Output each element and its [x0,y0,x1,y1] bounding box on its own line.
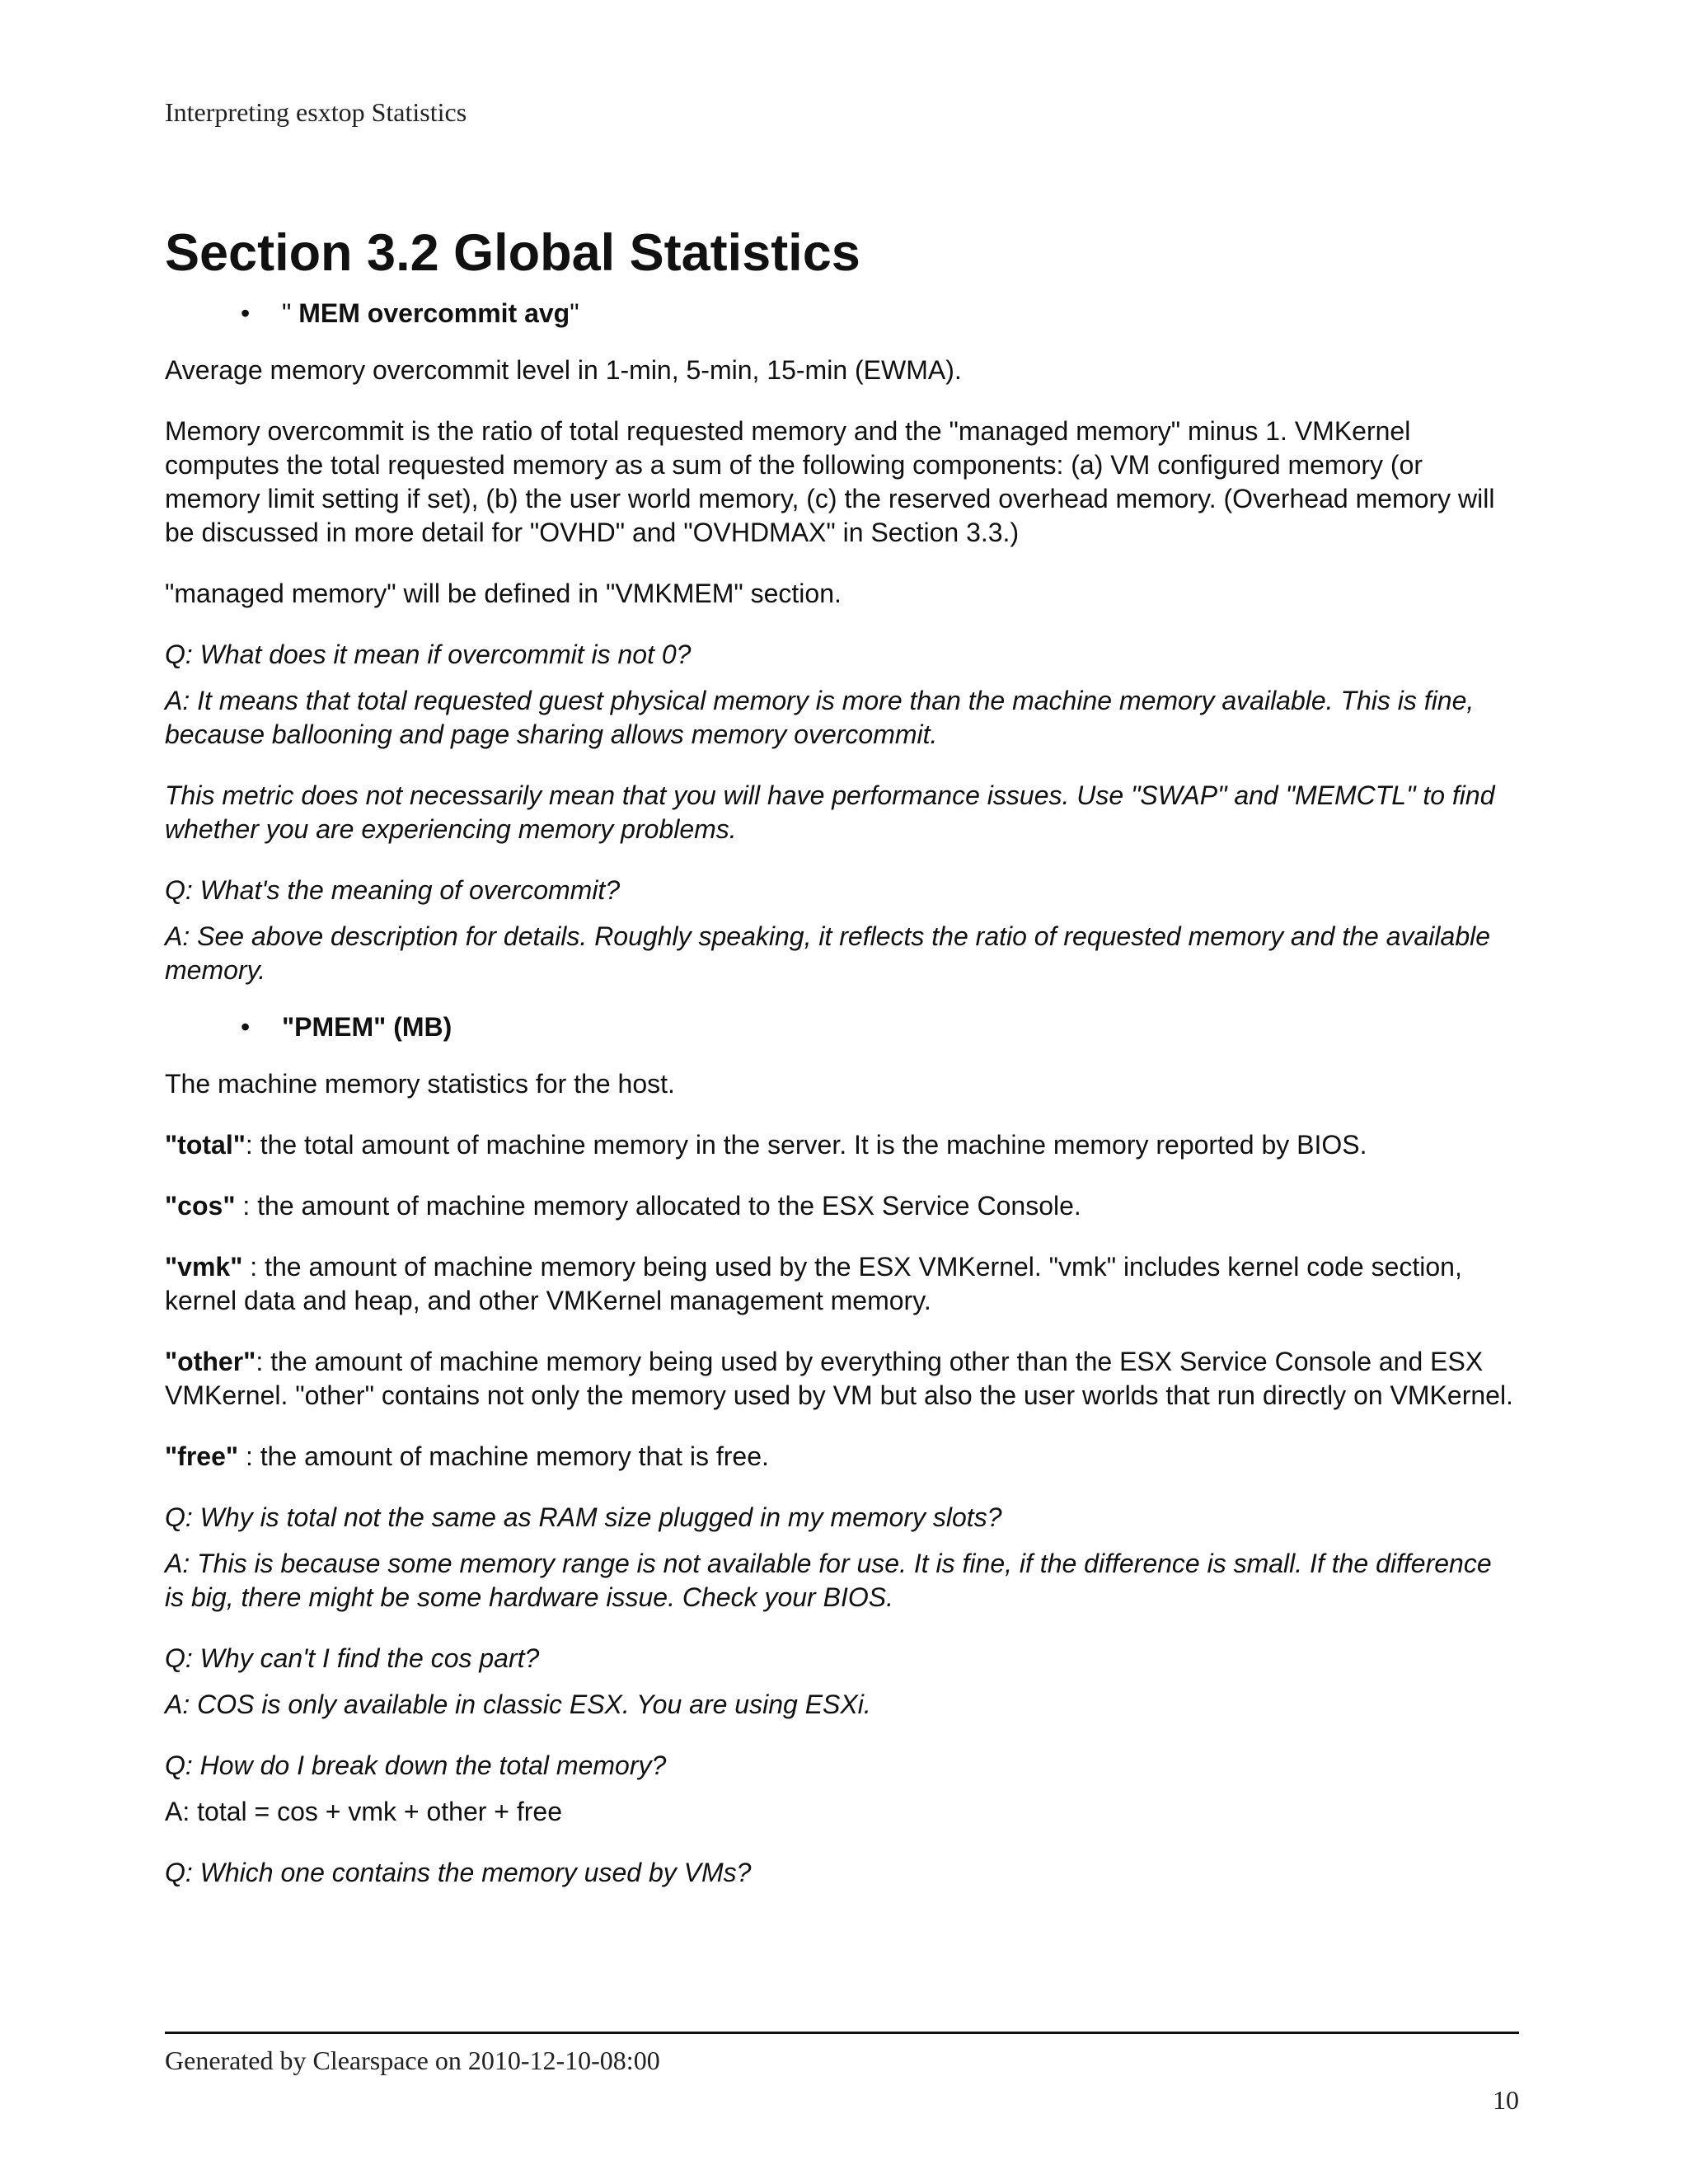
pmem-summary: The machine memory statistics for the host. [165,1069,675,1099]
term-vmk: "vmk" [165,1252,243,1282]
faq-question: Q: Why can't I find the cos part? [165,1643,540,1673]
pmem-vmk-definition [165,1250,1517,1318]
bullet-label [282,297,579,330]
bullet-dot-icon: • [241,1012,251,1042]
quote-open: " [282,298,299,328]
footer-divider [165,2032,1519,2034]
faq-question: Q: Which one contains the memory used by VMs? [165,1858,752,1887]
pmem-other-definition [165,1345,1517,1413]
faq-question: Q: Why is total not the same as RAM size plugged in my memory slots? [165,1502,1002,1532]
bullet-label: "PMEM" (MB) [282,1012,452,1042]
term-other: "other" [165,1347,256,1376]
faq-answer: A: total = cos + vmk + other + free [165,1797,563,1826]
faq-question: Q: How do I break down the total memory? [165,1750,667,1780]
managed-memory-note: "managed memory" will be defined in "VMKMEM" section. [165,579,842,608]
bullet-label-bold: MEM overcommit avg [298,298,570,328]
pmem-free-definition [165,1440,1517,1474]
term-free: "free" [165,1441,239,1471]
bullet-pmem [241,1010,1517,1044]
quote-close: " [570,298,579,328]
faq-answer: A: It means that total requested guest physical memory is more than the machine memory available. This is fine, because ballooning and page sharing allows memory overcommit. [165,686,1475,749]
pmem-total-definition [165,1128,1517,1162]
faq-answer: A: See above description for details. Roughly speaking, it reflects the ratio of requested memory and the available memory. [165,921,1491,985]
term-cos: "cos" [165,1191,236,1221]
running-header: Interpreting esxtop Statistics [165,97,467,127]
bullet-mem-overcommit [241,297,1517,330]
page-content [165,223,1517,1917]
definition-text: : the amount of machine memory allocated to the ESX Service Console. [235,1191,1081,1221]
pmem-cos-definition [165,1189,1517,1223]
footer-generated-by: Generated by Clearspace on 2010-12-10-08:00 [165,2046,660,2075]
definition-text: : the amount of machine memory being used by the ESX VMKernel. "vmk" includes kernel code section, kernel data and heap, and other VMKernel management memory. [165,1252,1462,1315]
overcommit-description: Memory overcommit is the ratio of total requested memory and the "managed memory" minus 1. VMKernel computes the total requested memory as a sum of the following components: (a) VM configured memory (or memory limit setting if set), (b) the user world memory, (c) the reserved overhead memory. (Overhead memory will be discussed in more detail for "OVHD" and "OVHDMAX" in Section 3.3.) [165,416,1495,547]
term-total: "total" [165,1130,246,1160]
faq-answer-note: This metric does not necessarily mean that you will have performance issues. Use "SWAP" and "MEMCTL" to find whether you are experiencing memory problems. [165,780,1495,844]
definition-text: : the amount of machine memory being used by everything other than the ESX Service Console and ESX VMKernel. "other" contains not only the memory used by VM but also the user worlds that run directly on VMKernel. [165,1347,1513,1410]
definition-text: : the total amount of machine memory in the server. It is the machine memory reported by BIOS. [245,1130,1367,1160]
bullet-dot-icon: • [241,298,251,328]
definition-text: : the amount of machine memory that is free. [238,1441,769,1471]
faq-question: Q: What does it mean if overcommit is not 0? [165,640,692,669]
section-title: Section 3.2 Global Statistics [165,224,860,282]
faq-answer: A: This is because some memory range is not available for use. It is fine, if the difference is small. If the difference is big, there might be some hardware issue. Check your BIOS. [165,1549,1492,1612]
overcommit-summary: Average memory overcommit level in 1-min, 5-min, 15-min (EWMA). [165,355,962,385]
faq-question: Q: What's the meaning of overcommit? [165,875,621,905]
faq-answer: A: COS is only available in classic ESX. You are using ESXi. [165,1690,871,1719]
page-number: 10 [1493,2085,1519,2115]
